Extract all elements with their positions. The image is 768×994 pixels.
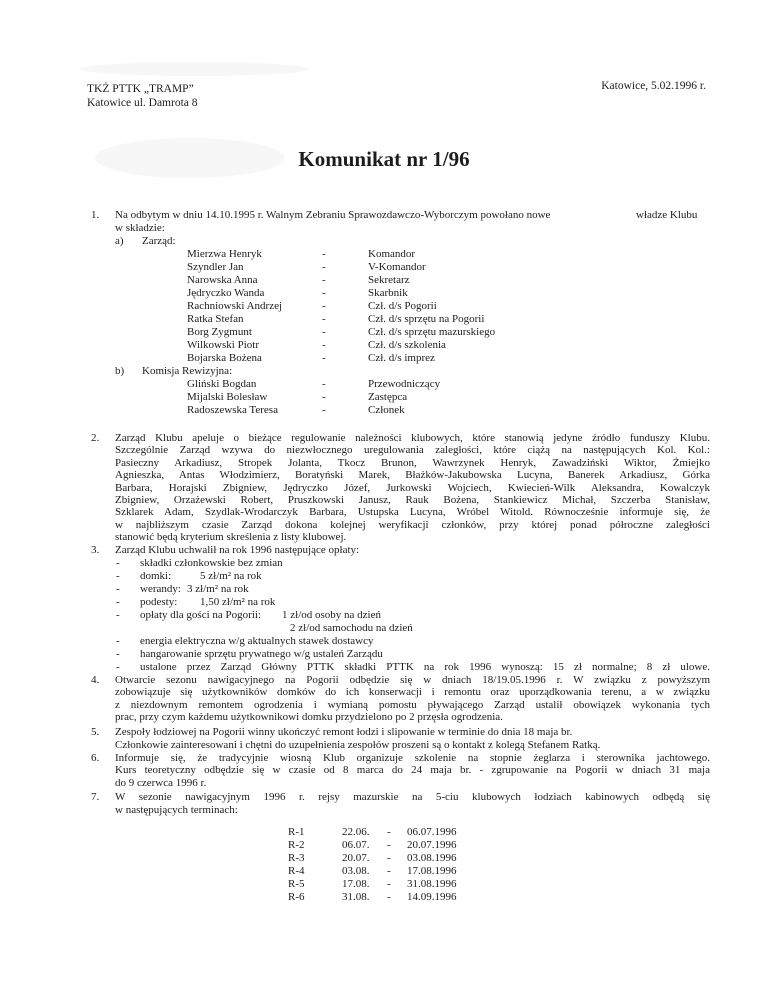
fee-label: domki:	[140, 570, 172, 582]
cruise-start: 03.08.	[342, 865, 370, 877]
list-item-dash: -	[322, 339, 326, 351]
list-item-name: Narowska Anna	[187, 274, 258, 286]
paragraph-line: z niezdownym remontem ogrodzenia i wymianą pomostu pływającego Zarząd ustalił obowiązek wykonania tych	[115, 698, 710, 711]
list-item-dash: -	[322, 274, 326, 286]
cruise-dash: -	[387, 891, 391, 903]
cruise-code: R-6	[288, 891, 305, 903]
cruise-end: 20.07.1996	[407, 839, 457, 851]
cruise-end: 14.09.1996	[407, 891, 457, 903]
list-label: a)	[115, 235, 124, 247]
cruise-dash: -	[387, 839, 391, 851]
list-item-name: Wilkowski Piotr	[187, 339, 259, 351]
fee-label: składki członkowskie bez zmian	[140, 557, 283, 569]
paragraph-line: Barbara, Horajski Zbigniew, Jędryczko Józef, Jurkowski Wojciech, Kwiecień-Wilk Aleksandra, Kowalczyk	[115, 481, 710, 494]
list-item-role: Czł. d/s szkolenia	[368, 339, 446, 351]
cruise-start: 31.08.	[342, 891, 370, 903]
cruise-dash: -	[387, 878, 391, 890]
paragraph-line: Informuje się, że tradycyjnie wiosną Klub organizuje szkolenie na stopnie żeglarza i sterownika jachtowego.	[115, 752, 710, 764]
list-heading: Zarząd:	[142, 235, 176, 247]
cruise-code: R-2	[288, 839, 305, 851]
list-item-role: Komandor	[368, 248, 416, 260]
section-4-body	[115, 674, 710, 724]
page-title: Komunikat nr 1/96	[298, 147, 470, 171]
cruise-code: R-4	[288, 865, 305, 877]
section-text: Na odbytym w dniu 14.10.1995 r. Walnym Zebraniu Sprawozdawczo-Wyborczym powołano nowe	[115, 209, 551, 221]
fee-value: 1,50 zł/m² na rok	[200, 596, 276, 608]
paragraph-line: Kurs teoretyczny odbędzie się w czasie od 8 marca do 24 maja br. - zgrupowanie na Pogorii w dniach 31 maja	[115, 764, 710, 777]
list-item-role: V-Komandor	[368, 261, 426, 273]
cruise-code: R-3	[288, 852, 305, 864]
org-name: TKŻ PTTK „TRAMP”	[87, 83, 194, 95]
list-item-role: Czł. d/s sprzętu na Pogorii	[368, 313, 485, 325]
list-item-dash: -	[116, 635, 120, 647]
list-item-dash: -	[322, 378, 326, 390]
cruise-end: 17.08.1996	[407, 865, 457, 877]
list-item-dash: -	[322, 391, 326, 403]
list-item-dash: -	[116, 609, 120, 621]
paragraph-line: stanowić będą kryterium skreślenia z listy klubowej.	[115, 531, 347, 544]
fee-label: hangarowanie sprzętu prywatnego w/g ustaleń Zarządu	[140, 648, 383, 660]
section-number: 4.	[91, 674, 100, 686]
section-2-body	[115, 432, 710, 544]
fee-label: podesty:	[140, 596, 178, 608]
list-item-name: Bojarska Bożena	[187, 352, 262, 364]
list-item-name: Borg Zygmunt	[187, 326, 252, 338]
paragraph-line: Zbigniew, Orzażewski Robert, Pruszkowski Janusz, Rauk Bożena, Stankiewicz Michał, Szczerba Stanisław,	[115, 494, 710, 507]
fee-label: ustalone przez Zarząd Główny PTTK składki PTTK na rok 1996 wynoszą: 15 zł normalne; 8 zł ulowe.	[140, 661, 710, 673]
fee-label: werandy:	[140, 583, 181, 595]
section-number: 2.	[91, 432, 100, 444]
paragraph-line: Szklarek Adam, Szydlak-Wrodarczyk Barbara, Ustupska Lucyna, Wróbel Witold. Równocześnie informuje się, że	[115, 506, 710, 519]
list-item-dash: -	[116, 570, 120, 582]
paragraph-line: W sezonie nawigacyjnym 1996 r. rejsy mazurskie na 5-ciu klubowych łodziach kabinowych odbędą się	[115, 791, 710, 803]
pttk-fee-line	[140, 661, 710, 673]
section-number: 5.	[91, 726, 100, 738]
section-7-intro	[115, 791, 710, 803]
list-item-dash: -	[322, 313, 326, 325]
paragraph-line: Zarząd Klubu apeluje o bieżące regulowanie należności klubowych, które stanowią jedyne źródło funduszy Klubu.	[115, 432, 710, 444]
list-item-role: Czł. d/s imprez	[368, 352, 435, 364]
list-heading: Komisja Rewizyjna:	[142, 365, 233, 377]
paragraph-line: w najbliższym czasie Zarząd dokona kolejnej weryfikacji członków, przy której ponad półroczne zaległości	[115, 518, 710, 531]
list-item-role: Czł. d/s sprzętu mazurskiego	[368, 326, 496, 338]
section-text: w składzie:	[115, 222, 165, 234]
list-item-dash: -	[322, 404, 326, 416]
list-item-dash: -	[322, 248, 326, 260]
paragraph-line: zobowiązuje się użytkowników domków do ich konserwacji i remontu oraz uporządkowania terenu, a w związku	[115, 686, 710, 699]
list-item-dash: -	[322, 352, 326, 364]
list-item-dash: -	[116, 648, 120, 660]
fee-value: 3 zł/m² na rok	[187, 583, 249, 595]
cruise-start: 06.07.	[342, 839, 370, 851]
paragraph-line: Szczególnie Zarząd wzywa do niezwłocznego uregulowania zaległości, które ciążą na następujących Kol. Kol.:	[115, 444, 710, 457]
list-label: b)	[115, 365, 125, 377]
list-item-dash: -	[116, 596, 120, 608]
cruise-start: 22.06.	[342, 826, 370, 838]
section-number: 7.	[91, 791, 100, 803]
cruise-start: 20.07.	[342, 852, 370, 864]
cruise-dash: -	[387, 852, 391, 864]
section-text: władze Klubu	[636, 209, 698, 221]
paragraph-line: Otwarcie sezonu nawigacyjnego na Pogorii odbędzie się w dniach 18/19.05.1996 r. W związku z powyższym	[115, 674, 710, 686]
list-item-role: Sekretarz	[368, 274, 410, 286]
list-item-dash: -	[116, 583, 120, 595]
list-item-name: Ratka Stefan	[187, 313, 244, 325]
cruise-dash: -	[387, 865, 391, 877]
list-item-dash: -	[322, 300, 326, 312]
fee-label: energia elektryczna w/g aktualnych stawek dostawcy	[140, 635, 374, 647]
list-item-dash: -	[322, 287, 326, 299]
paragraph-line: prac, przy czym każdemu użytkownikowi domku przydzielono po 2 przęsła ogrodzenia.	[115, 711, 503, 724]
cruise-code: R-1	[288, 826, 305, 838]
cruise-end: 06.07.1996	[407, 826, 457, 838]
section-number: 6.	[91, 752, 100, 764]
list-item-role: Czł. d/s Pogorii	[368, 300, 437, 312]
section-text: Zespoły łodziowej na Pogorii winny ukończyć remont łodzi i slipowanie w terminie do dnia 18 maja br.	[115, 726, 573, 738]
paragraph-line: do 9 czerwca 1996 r.	[115, 776, 207, 789]
list-item-dash: -	[116, 661, 120, 673]
section-text: Zarząd Klubu uchwalił na rok 1996 następujące opłaty:	[115, 544, 360, 556]
section-6-body	[115, 752, 710, 789]
list-item-role: Przewodniczący	[368, 378, 441, 390]
scan-smudge	[80, 62, 310, 76]
fee-value: 5 zł/m² na rok	[200, 570, 262, 582]
list-item-dash: -	[322, 326, 326, 338]
fee-label: opłaty dla gości na Pogorii:	[140, 609, 261, 621]
list-item-name: Radoszewska Teresa	[187, 404, 278, 416]
paragraph-line: Agnieszka, Antas Włodzimierz, Boratyński Marek, Błażków-Jakubowska Lucyna, Banerek Arkadiusz, Górka	[115, 469, 710, 482]
fee-value: 1 zł/od osoby na dzień	[282, 609, 381, 621]
list-item-role: Członek	[368, 404, 405, 416]
list-item-role: Skarbnik	[368, 287, 408, 299]
cruise-end: 31.08.1996	[407, 878, 457, 890]
list-item-name: Jędryczko Wanda	[187, 287, 265, 299]
list-item-name: Mijalski Bolesław	[187, 391, 268, 403]
section-number: 1.	[91, 209, 100, 221]
cruise-dash: -	[387, 826, 391, 838]
place-date: Katowice, 5.02.1996 r.	[601, 80, 706, 92]
list-item-dash: -	[116, 557, 120, 569]
cruise-end: 03.08.1996	[407, 852, 457, 864]
list-item-name: Szyndler Jan	[187, 261, 244, 273]
list-item-name: Gliński Bogdan	[187, 378, 257, 390]
paragraph-line: Pasieczny Arkadiusz, Stropek Jolanta, Tkocz Brunon, Wawrzynek Henryk, Zawadziński Wiktor, Żmiejko	[115, 456, 710, 469]
section-number: 3.	[91, 544, 100, 556]
section-text: w następujących terminach:	[115, 804, 238, 816]
section-text: Członkowie zainteresowani i chętni do uzupełnienia zespołów proszeni są o kontakt z kolegą Stefanem Ratką.	[115, 739, 601, 751]
fee-value: 2 zł/od samochodu na dzień	[290, 622, 413, 634]
org-address: Katowice ul. Damrota 8	[87, 97, 198, 109]
list-item-dash: -	[322, 261, 326, 273]
list-item-name: Rachniowski Andrzej	[187, 300, 283, 312]
cruise-start: 17.08.	[342, 878, 370, 890]
cruise-code: R-5	[288, 878, 305, 890]
list-item-role: Zastępca	[368, 391, 408, 403]
list-item-name: Mierzwa Henryk	[187, 248, 262, 260]
